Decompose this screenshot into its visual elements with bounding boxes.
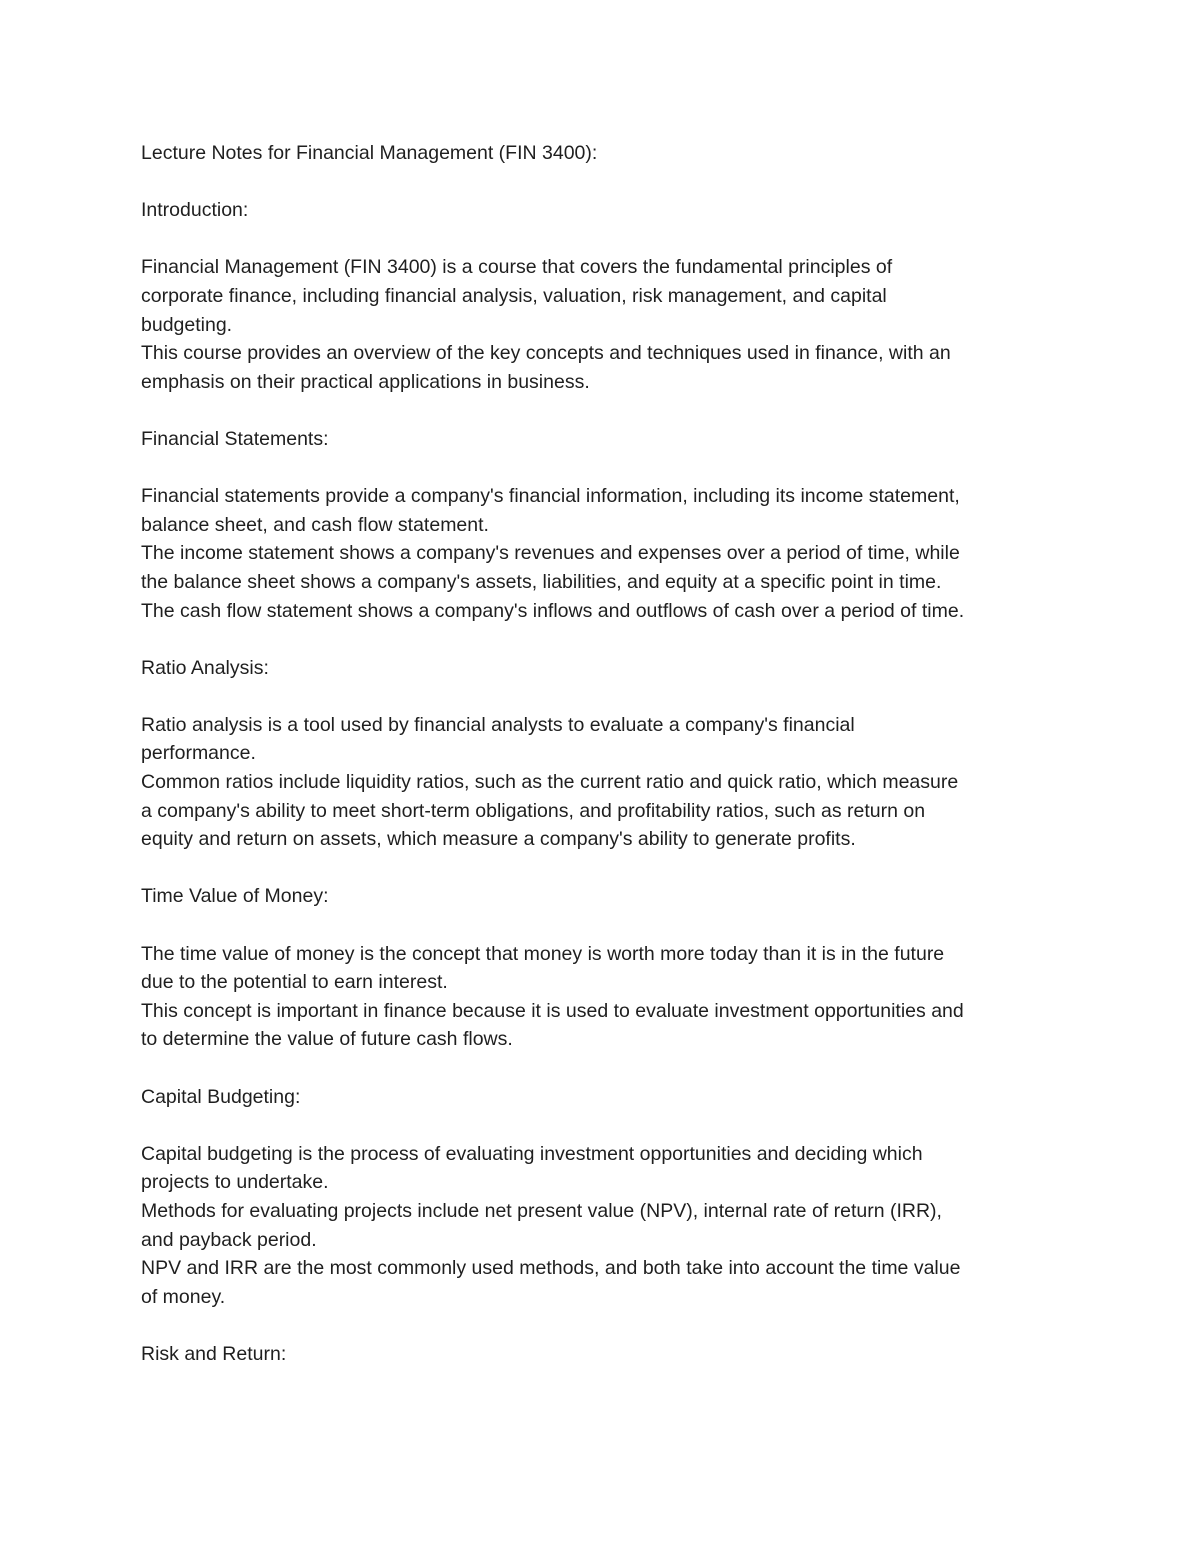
paragraph-line: corporate finance, including financial analysis, valuation, risk management, and capital <box>141 284 887 307</box>
section-heading-time-value-of-money: Time Value of Money: <box>141 885 329 908</box>
paragraph-line: Financial statements provide a company's financial information, including its income statement, <box>141 485 960 508</box>
paragraph-line: This concept is important in finance because it is used to evaluate investment opportunities and <box>141 999 964 1022</box>
paragraph-line: Capital budgeting is the process of evaluating investment opportunities and deciding which <box>141 1142 923 1165</box>
spacer <box>141 911 1066 940</box>
spacer <box>141 225 1066 254</box>
paragraph-line: The cash flow statement shows a company's inflows and outflows of cash over a period of time. <box>141 599 965 622</box>
spacer <box>141 682 1066 711</box>
paragraph-line: the balance sheet shows a company's assets, liabilities, and equity at a specific point in time. <box>141 570 942 593</box>
paragraph-line: Ratio analysis is a tool used by financial analysts to evaluate a company's financial <box>141 713 855 736</box>
spacer <box>141 1311 1066 1340</box>
paragraph-line: to determine the value of future cash flows. <box>141 1028 513 1051</box>
paragraph-line: equity and return on assets, which measure a company's ability to generate profits. <box>141 828 856 851</box>
section-heading-introduction: Introduction: <box>141 199 249 222</box>
paragraph-line: emphasis on their practical applications in business. <box>141 370 590 393</box>
paragraph-line: The time value of money is the concept that money is worth more today than it is in the future <box>141 942 945 965</box>
paragraph-line: a company's ability to meet short-term obligations, and profitability ratios, such as return on <box>141 799 926 822</box>
section-heading-financial-statements: Financial Statements: <box>141 427 329 450</box>
paragraph-line: Methods for evaluating projects include net present value (NPV), internal rate of return (IRR), <box>141 1199 942 1222</box>
paragraph-line: due to the potential to earn interest. <box>141 971 448 994</box>
section-heading-ratio-analysis: Ratio Analysis: <box>141 656 269 679</box>
document-body <box>141 139 1066 1369</box>
spacer <box>141 625 1066 654</box>
spacer <box>141 168 1066 197</box>
paragraph-line: of money. <box>141 1285 226 1308</box>
spacer <box>141 1054 1066 1083</box>
paragraph-line: balance sheet, and cash flow statement. <box>141 513 489 536</box>
spacer <box>141 1111 1066 1140</box>
spacer <box>141 396 1066 425</box>
spacer <box>141 854 1066 883</box>
spacer <box>141 454 1066 483</box>
paragraph-line: This course provides an overview of the key concepts and techniques used in finance, with an <box>141 342 951 365</box>
paragraph-line: budgeting. <box>141 313 233 336</box>
section-heading-risk-and-return: Risk and Return: <box>141 1342 287 1365</box>
paragraph-line: The income statement shows a company's revenues and expenses over a period of time, while <box>141 542 960 565</box>
paragraph-line: Financial Management (FIN 3400) is a course that covers the fundamental principles of <box>141 256 893 279</box>
paragraph-line: Common ratios include liquidity ratios, such as the current ratio and quick ratio, which measure <box>141 771 959 794</box>
section-heading-capital-budgeting: Capital Budgeting: <box>141 1085 301 1108</box>
document-title: Lecture Notes for Financial Management (FIN 3400): <box>141 142 598 164</box>
paragraph-line: NPV and IRR are the most commonly used methods, and both take into account the time value <box>141 1257 961 1280</box>
paragraph-line: performance. <box>141 742 256 765</box>
paragraph-line: projects to undertake. <box>141 1171 329 1194</box>
paragraph-line: and payback period. <box>141 1228 317 1251</box>
